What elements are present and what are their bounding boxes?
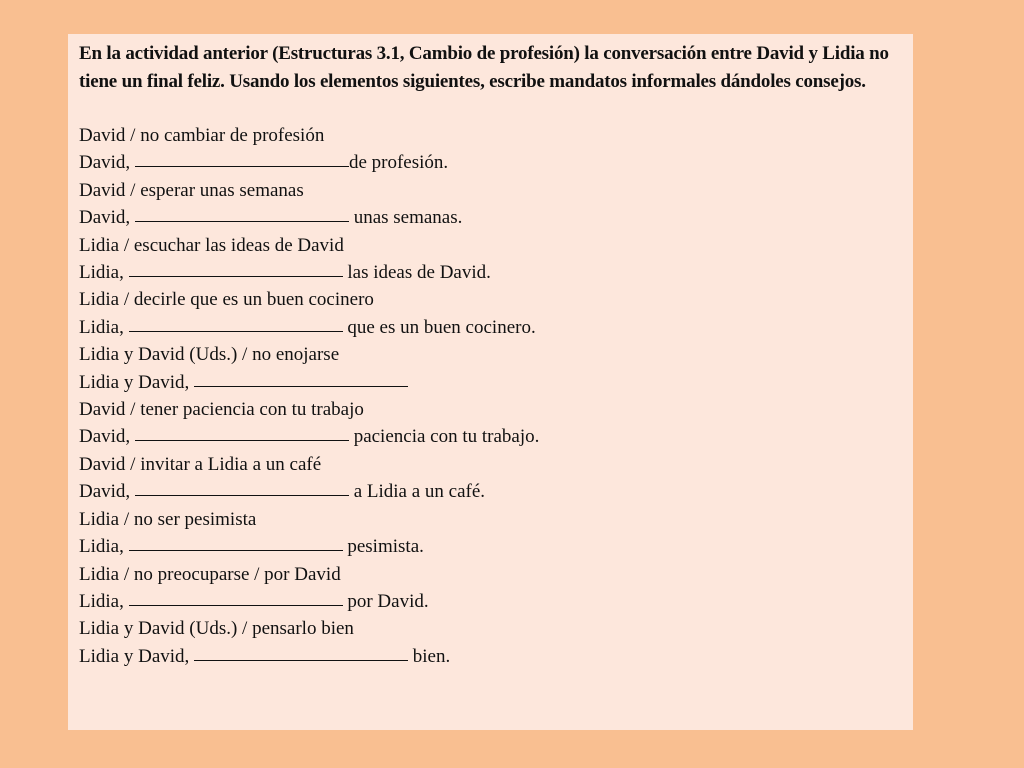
answer-lead: Lidia, <box>79 262 124 284</box>
answer-lead: David, <box>79 426 131 448</box>
exercise-item <box>79 177 903 232</box>
exercise-answer-line <box>79 149 903 176</box>
answer-tail: de profesión. <box>348 152 449 174</box>
exercise-answer-line <box>79 259 903 286</box>
answer-lead: David, <box>79 152 131 174</box>
exercise-answer-line <box>79 643 903 670</box>
answer-lead: Lidia y David, <box>79 371 190 393</box>
answer-blank[interactable] <box>129 605 343 606</box>
exercise-item <box>79 506 903 561</box>
exercise-item <box>79 561 903 616</box>
exercise-prompt: Lidia y David (Uds.) / pensarlo bien <box>79 618 354 640</box>
answer-lead: Lidia y David, <box>79 645 190 667</box>
answer-lead: Lidia, <box>79 536 124 558</box>
worksheet-card <box>68 34 913 730</box>
answer-blank[interactable] <box>135 440 349 441</box>
exercise-item <box>79 122 903 177</box>
exercise-item <box>79 396 903 451</box>
answer-lead: Lidia, <box>79 590 124 612</box>
answer-tail: a Lidia a un café. <box>353 481 486 503</box>
exercise-item <box>79 341 903 396</box>
answer-tail: unas semanas. <box>353 207 463 229</box>
exercise-prompt: David / esperar unas semanas <box>79 179 304 201</box>
exercise-answer-line <box>79 314 903 341</box>
exercise-prompt: David / tener paciencia con tu trabajo <box>79 399 364 421</box>
exercise-answer-line <box>79 369 903 396</box>
answer-tail: las ideas de David. <box>347 262 491 284</box>
answer-lead: David, <box>79 207 131 229</box>
answer-tail: pesimista. <box>347 536 424 558</box>
instructions-text: En la actividad anterior (Estructuras 3.1, Cambio de profesión) la conversación entre David y Lidia no tiene un final feliz. Usando los elementos siguientes, escribe mandatos informales dándoles consejos. <box>79 43 889 92</box>
exercise-item <box>79 232 903 287</box>
answer-blank[interactable] <box>135 166 349 167</box>
answer-blank[interactable] <box>129 550 343 551</box>
answer-tail: bien. <box>412 645 451 667</box>
answer-lead: Lidia, <box>79 316 124 338</box>
answer-lead: David, <box>79 481 131 503</box>
answer-blank[interactable] <box>194 660 408 661</box>
exercise-answer-line <box>79 533 903 560</box>
answer-blank[interactable] <box>135 495 349 496</box>
exercise-prompt: Lidia / decirle que es un buen cocinero <box>79 289 374 311</box>
answer-blank[interactable] <box>129 331 343 332</box>
answer-tail: que es un buen cocinero. <box>347 316 536 338</box>
exercise-item <box>79 451 903 506</box>
exercise-prompt: Lidia y David (Uds.) / no enojarse <box>79 344 340 366</box>
exercise-answer-line <box>79 478 903 505</box>
exercise-answer-line <box>79 204 903 231</box>
exercise-prompt: David / invitar a Lidia a un café <box>79 453 322 475</box>
answer-blank[interactable] <box>129 276 343 277</box>
exercise-item <box>79 286 903 341</box>
answer-blank[interactable] <box>135 221 349 222</box>
exercise-prompt: Lidia / no preocuparse / por David <box>79 563 341 585</box>
exercise-prompt: Lidia / no ser pesimista <box>79 508 257 530</box>
answer-blank[interactable] <box>194 386 408 387</box>
exercise-answer-line <box>79 588 903 615</box>
exercise-answer-line <box>79 423 903 450</box>
exercise-list <box>79 122 903 670</box>
answer-tail: paciencia con tu trabajo. <box>353 426 540 448</box>
exercise-prompt: David / no cambiar de profesión <box>79 125 325 146</box>
exercise-item <box>79 615 903 670</box>
answer-tail: por David. <box>347 590 429 612</box>
exercise-prompt: Lidia / escuchar las ideas de David <box>79 234 344 256</box>
